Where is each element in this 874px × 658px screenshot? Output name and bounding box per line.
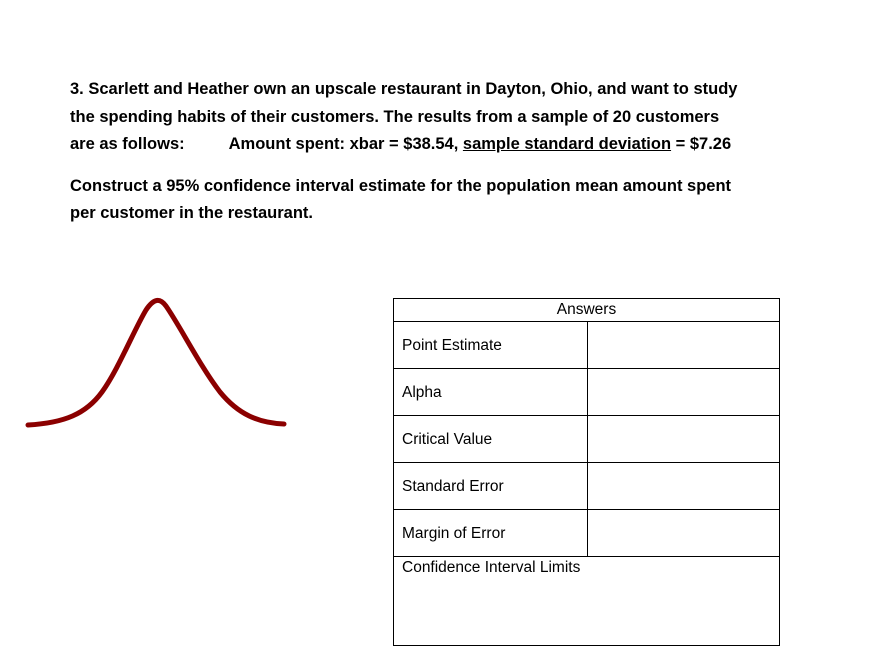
problem-line-2: the spending habits of their customers. The results from a sample of 20 customers	[70, 107, 720, 126]
answer-value-cell[interactable]	[588, 369, 780, 416]
answer-row	[394, 416, 780, 463]
answer-value-cell[interactable]	[588, 416, 780, 463]
bell-curve-path	[28, 300, 284, 425]
answer-label: Critical Value	[394, 416, 588, 463]
confidence-interval-cell[interactable]	[394, 557, 780, 646]
sample-sd-label: sample standard deviation	[462, 135, 672, 153]
answer-value-cell[interactable]	[588, 463, 780, 510]
answer-value-cell[interactable]	[588, 322, 780, 369]
answers-table	[393, 298, 780, 646]
bell-curve-icon	[24, 292, 290, 432]
problem-statement	[70, 76, 830, 228]
answers-header: Answers	[394, 299, 780, 322]
amount-spent-text: Amount spent: xbar = $38.54,	[228, 135, 463, 153]
problem-line-4: Construct a 95% confidence interval estimate for the population mean amount spent	[70, 176, 732, 195]
answer-row	[394, 322, 780, 369]
answer-row	[394, 369, 780, 416]
confidence-interval-label: Confidence Interval Limits	[402, 559, 581, 576]
problem-line-3	[70, 131, 830, 159]
problem-line-1: 3. Scarlett and Heather own an upscale restaurant in Dayton, Ohio, and want to study	[70, 80, 738, 98]
confidence-interval-row	[394, 557, 780, 646]
answer-label: Margin of Error	[394, 510, 588, 557]
answer-row	[394, 463, 780, 510]
sample-sd-value: = $7.26	[671, 135, 732, 153]
answer-label: Point Estimate	[394, 322, 588, 369]
problem-line-5: per customer in the restaurant.	[70, 204, 313, 222]
answer-label: Standard Error	[394, 463, 588, 510]
answer-value-cell[interactable]	[588, 510, 780, 557]
problem-line-3-lead: are as follows:	[70, 135, 185, 153]
answer-label: Alpha	[394, 369, 588, 416]
answer-row	[394, 510, 780, 557]
